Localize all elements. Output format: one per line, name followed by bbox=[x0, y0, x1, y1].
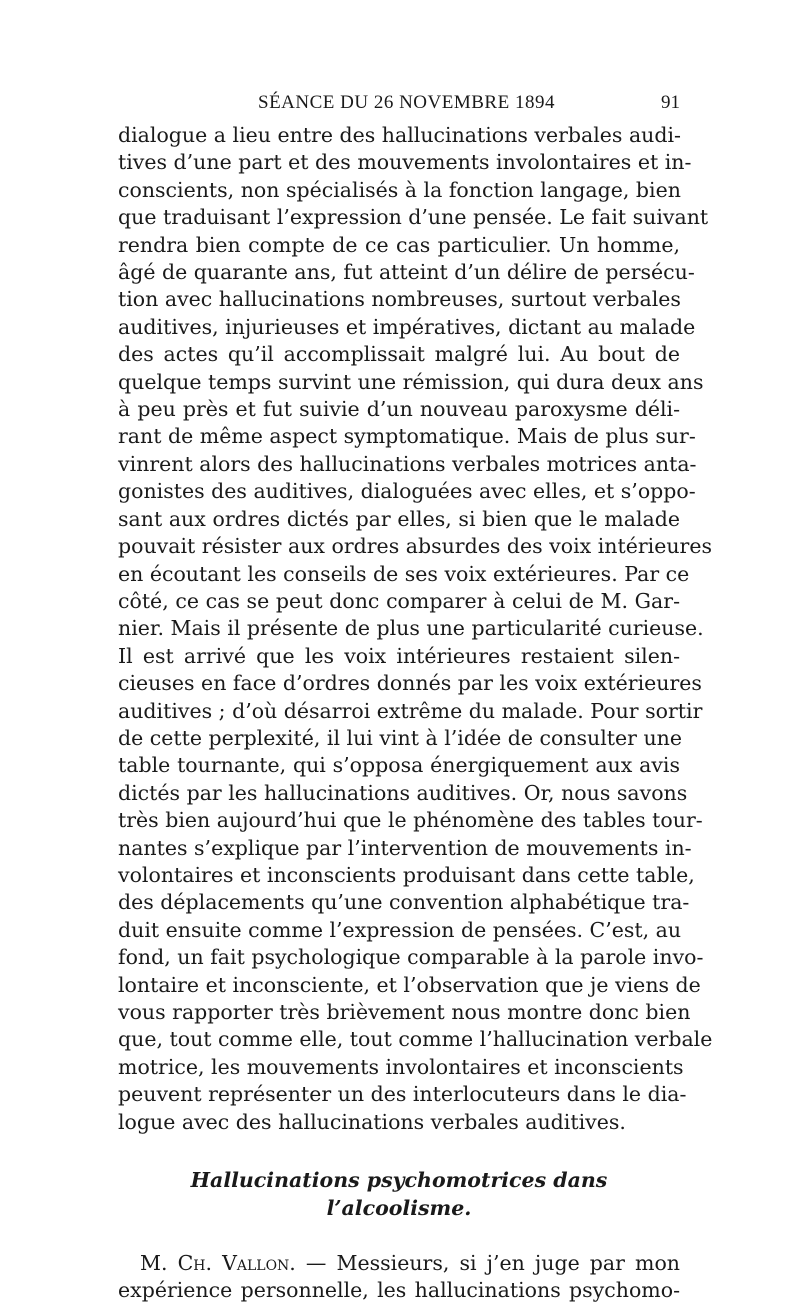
text-line: que traduisant l’expression d’une pensée. Le fait suivant bbox=[118, 205, 709, 230]
text-line: nantes s’explique par l’intervention de mouvements in- bbox=[118, 835, 692, 860]
text-line: pouvait résister aux ordres absurdes des voix intérieures bbox=[118, 534, 713, 559]
speech-paragraph bbox=[118, 1250, 680, 1305]
text-line: quelque temps survint une rémission, qui dura deux ans bbox=[118, 369, 704, 394]
text-line: table tournante, qui s’opposa énergiquement aux avis bbox=[118, 753, 680, 778]
text-line: vinrent alors des hallucinations verbales motrices anta- bbox=[118, 451, 697, 476]
text-line: sant aux ordres dictés par elles, si bien que le malade bbox=[118, 506, 680, 531]
text-line: auditives, injurieuses et impératives, dictant au malade bbox=[118, 314, 696, 339]
text-line: conscients, non spécialisés à la fonction langage, bien bbox=[118, 177, 681, 202]
text-line: à peu près et fut suivie d’un nouveau paroxysme déli- bbox=[118, 397, 680, 422]
text-line: gonistes des auditives, dialoguées avec elles, et s’oppo- bbox=[118, 479, 696, 504]
text-line: lontaire et inconsciente, et l’observation que je viens de bbox=[118, 972, 701, 997]
text-line: en écoutant les conseils de ses voix extérieures. Par ce bbox=[118, 561, 690, 586]
text-line: volontaires et inconscients produisant dans cette table, bbox=[118, 862, 695, 887]
speaker-name: M. Ch. Vallon. bbox=[140, 1251, 296, 1276]
text-line: expérience personnelle, les hallucinations psychomo- bbox=[118, 1278, 680, 1303]
text-line: âgé de quarante ans, fut atteint d’un délire de persécu- bbox=[118, 260, 695, 285]
page-number: 91 bbox=[661, 92, 680, 113]
text-line: logue avec des hallucinations verbales auditives. bbox=[118, 1109, 626, 1134]
running-header bbox=[118, 92, 680, 122]
speech-first-line bbox=[118, 1250, 680, 1277]
text-line: très bien aujourd’hui que le phénomène des tables tour- bbox=[118, 808, 703, 833]
text-line: fond, un fait psychologique comparable à la parole invo- bbox=[118, 945, 704, 970]
body-paragraph bbox=[118, 122, 713, 1136]
text-line: peuvent représenter un des interlocuteurs dans le dia- bbox=[118, 1082, 687, 1107]
text-line: auditives ; d’où désarroi extrême du malade. Pour sortir bbox=[118, 698, 703, 723]
book-page bbox=[118, 92, 713, 1305]
text-line: tion avec hallucinations nombreuses, surtout verbales bbox=[118, 287, 681, 312]
text-line: nier. Mais il présente de plus une particularité curieuse. bbox=[118, 616, 704, 641]
text-line: de cette perplexité, il lui vint à l’idée de consulter une bbox=[118, 725, 683, 750]
text-line: dictés par les hallucinations auditives. Or, nous savons bbox=[118, 780, 688, 805]
text-line: Il est arrivé que les voix intérieures restaient silen- bbox=[118, 643, 680, 668]
text-line: dialogue a lieu entre des hallucinations verbales audi- bbox=[118, 123, 681, 147]
running-title: SÉANCE DU 26 NOVEMBRE 1894 bbox=[258, 92, 555, 113]
text-line: rant de même aspect symptomatique. Mais de plus sur- bbox=[118, 424, 696, 449]
text-line: côté, ce cas se peut donc comparer à celui de M. Gar- bbox=[118, 588, 680, 613]
text-line: que, tout comme elle, tout comme l’hallucination verbale bbox=[118, 1027, 713, 1052]
text-line: cieuses en face d’ordres donnés par les voix extérieures bbox=[118, 671, 702, 696]
text-line: des déplacements qu’une convention alphabétique tra- bbox=[118, 890, 690, 915]
section-title: Hallucinations psychomotrices dans l’alcoolisme. bbox=[190, 1168, 608, 1221]
text-line: duit ensuite comme l’expression de pensées. C’est, au bbox=[118, 917, 682, 942]
text-line: tives d’une part et des mouvements involontaires et in- bbox=[118, 150, 692, 175]
text-line: rendra bien compte de ce cas particulier. Un homme, bbox=[118, 232, 680, 257]
text-line: motrice, les mouvements involontaires et inconscients bbox=[118, 1054, 684, 1079]
text-line: des actes qu’il accomplissait malgré lui. Au bout de bbox=[118, 342, 680, 367]
text-line: vous rapporter très brièvement nous montre donc bien bbox=[118, 1000, 691, 1024]
speech-opening: — Messieurs, si j’en juge par mon bbox=[295, 1251, 680, 1276]
